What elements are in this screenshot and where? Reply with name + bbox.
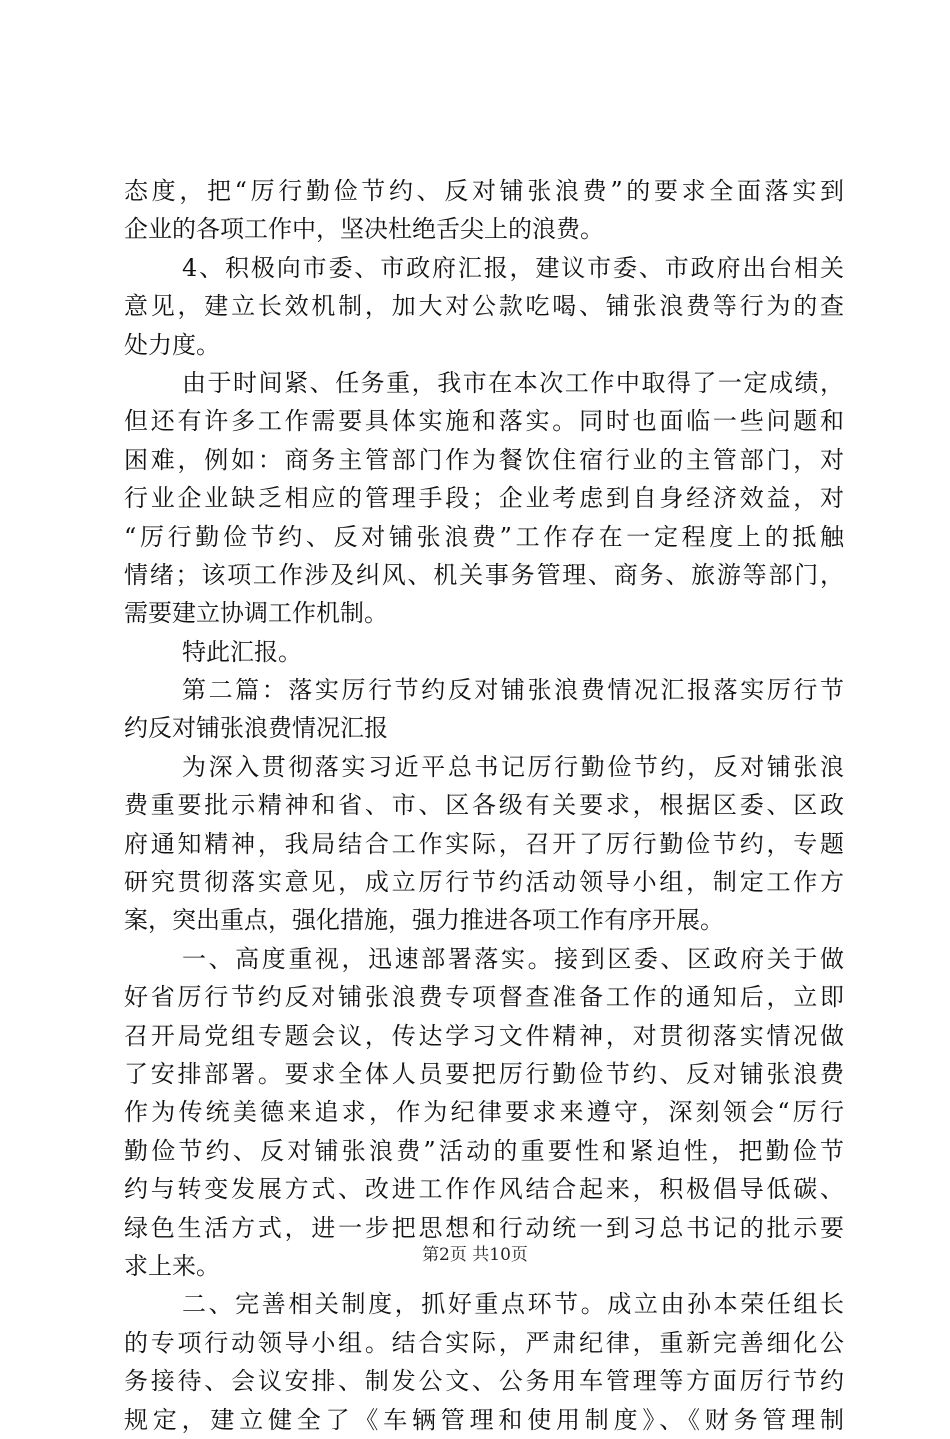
- text-line: 态度，把“厉行勤俭节约、反对铺张浪费”的要求全面落实到: [124, 177, 844, 205]
- text-line: 研究贯彻落实意见，成立厉行节约活动领导小组，制定工作方: [124, 868, 844, 897]
- text-line: 为深入贯彻落实习近平总书记厉行勤俭节约，反对铺张浪: [182, 752, 844, 781]
- text-line: 约与转变发展方式、改进工作作风结合起来，积极倡导低碳、: [124, 1175, 844, 1204]
- text-line: 了安排部署。要求全体人员要把厉行勤俭节约、反对铺张浪费: [124, 1059, 844, 1088]
- text-line: 作为传统美德来追求，作为纪律要求来遵守，深刻领会“厉行: [124, 1098, 844, 1127]
- text-line: 情绪；该项工作涉及纠风、机关事务管理、商务、旅游等部门，: [124, 560, 844, 589]
- text-line: 处力度。: [124, 330, 220, 359]
- text-line: 务接待、会议安排、制发公文、公务用车管理等方面厉行节约: [124, 1367, 844, 1396]
- text-line: 求上来。: [124, 1251, 220, 1280]
- text-line: 一、高度重视，迅速部署落实。接到区委、区政府关于做: [182, 944, 844, 973]
- text-line: 案，突出重点，强化措施，强力推进各项工作有序开展。: [124, 906, 724, 935]
- text-line: “厉行勤俭节约、反对铺张浪费”工作存在一定程度上的抵触: [124, 522, 844, 551]
- text-line: 绿色生活方式，进一步把思想和行动统一到习总书记的批示要: [124, 1213, 844, 1242]
- text-line: 第二篇：落实厉行节约反对铺张浪费情况汇报落实厉行节: [182, 676, 844, 705]
- text-line: 意见，建立长效机制，加大对公款吃喝、铺张浪费等行为的查: [124, 292, 844, 321]
- text-line: 召开局党组专题会议，传达学习文件精神，对贯彻落实情况做: [124, 1021, 844, 1050]
- text-line: 约反对铺张浪费情况汇报: [124, 714, 388, 743]
- text-line: 好省厉行节约反对铺张浪费专项督查准备工作的通知后，立即: [124, 983, 844, 1012]
- text-line: 特此汇报。: [182, 637, 302, 666]
- text-line: 府通知精神，我局结合工作实际，召开了厉行勤俭节约，专题: [124, 829, 844, 858]
- page-footer: 第2页 共10页: [422, 1245, 528, 1265]
- text-line: 由于时间紧、任务重，我市在本次工作中取得了一定成绩，: [182, 368, 844, 397]
- text-line: 二、完善相关制度，抓好重点环节。成立由孙本荣任组长: [182, 1290, 844, 1319]
- text-line: 费重要批示精神和省、市、区各级有关要求，根据区委、区政: [124, 791, 844, 820]
- text-line: 的专项行动领导小组。结合实际，严肃纪律，重新完善细化公: [124, 1328, 844, 1357]
- text-line: 规定，建立健全了《车辆管理和使用制度》、《财务管理制: [124, 1405, 844, 1434]
- text-line: 困难，例如：商务主管部门作为餐饮住宿行业的主管部门，对: [124, 445, 844, 474]
- text-line: 4、积极向市委、市政府汇报，建议市委、市政府出台相关: [182, 253, 844, 282]
- text-line: 需要建立协调工作机制。: [124, 599, 388, 628]
- text-line: 行业企业缺乏相应的管理手段；企业考虑到自身经济效益，对: [124, 484, 844, 513]
- text-line: 企业的各项工作中，坚决杜绝舌尖上的浪费。: [124, 215, 604, 244]
- text-line: 但还有许多工作需要具体实施和落实。同时也面临一些问题和: [124, 407, 844, 436]
- text-line: 勤俭节约、反对铺张浪费”活动的重要性和紧迫性，把勤俭节: [124, 1136, 844, 1165]
